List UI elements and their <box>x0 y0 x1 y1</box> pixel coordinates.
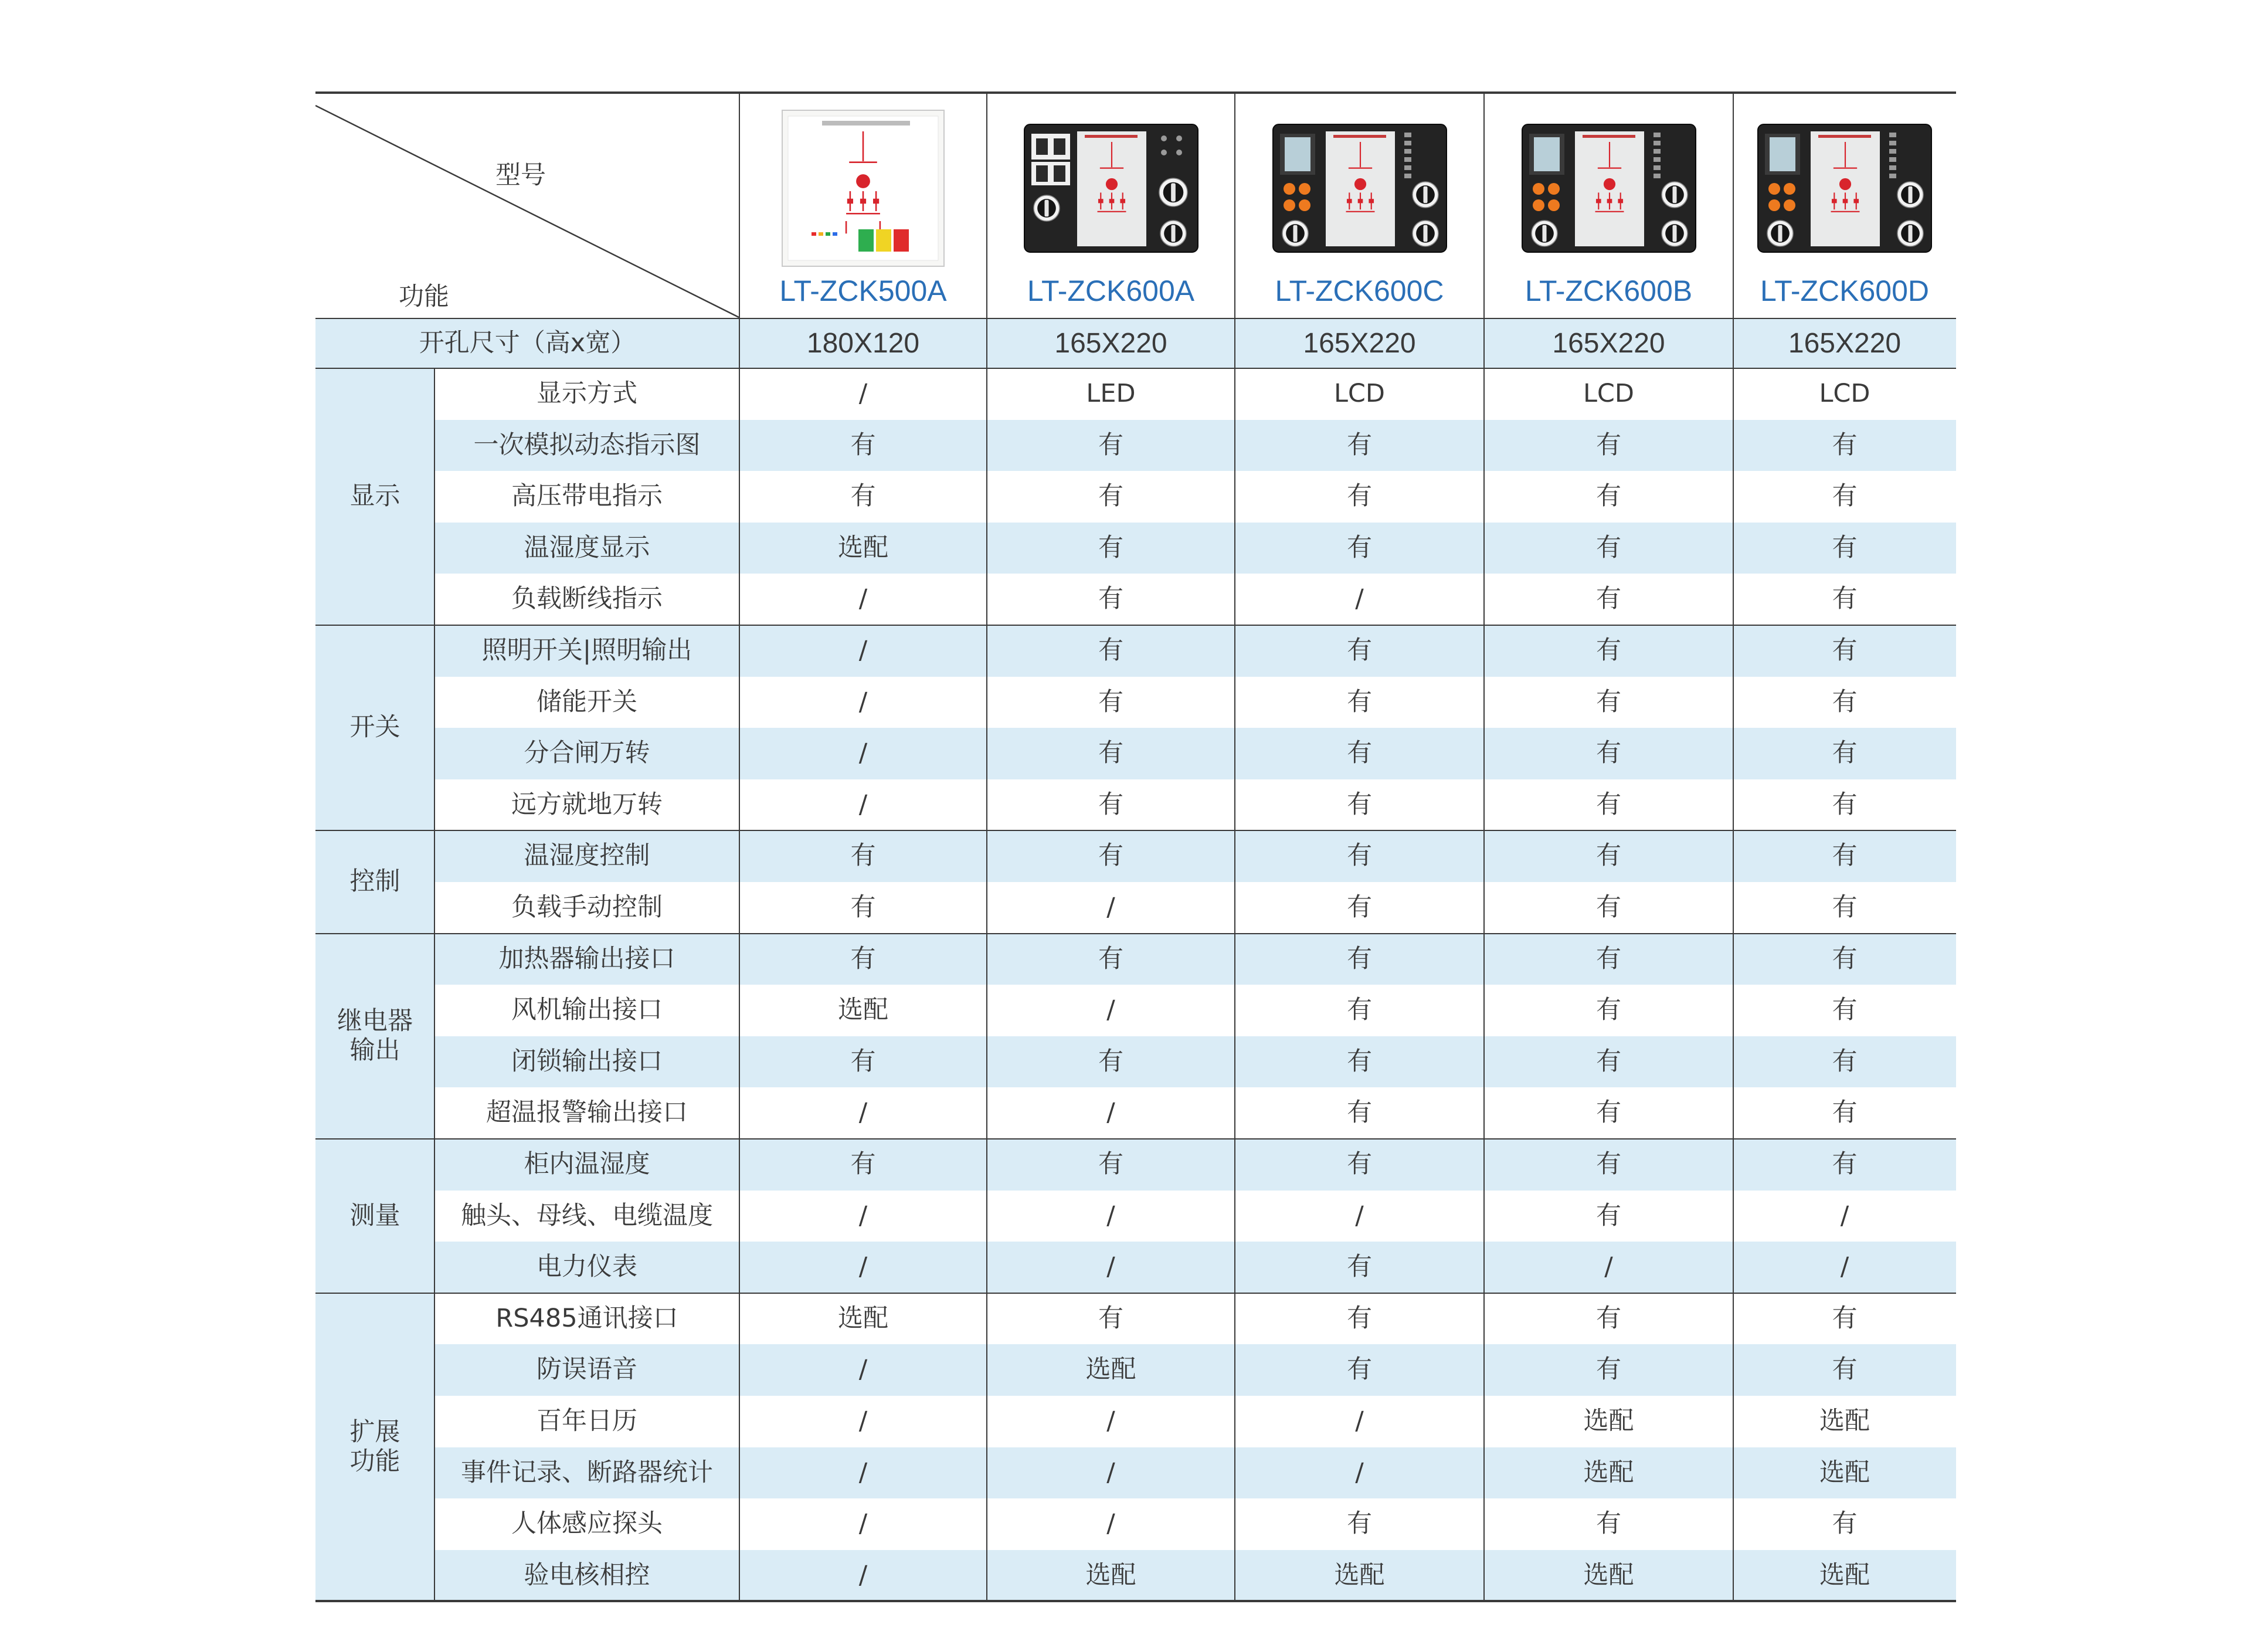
group-label <box>315 368 434 625</box>
size-value: 165X220 <box>1303 327 1416 359</box>
col-divider <box>1234 93 1235 1601</box>
feature-value: / <box>858 1560 868 1590</box>
table-top-rule <box>315 91 1956 94</box>
group-rule <box>315 1293 1956 1294</box>
feature-label: RS485通讯接口 <box>495 1303 678 1333</box>
feature-value: 有 <box>1596 893 1621 923</box>
feature-value: 有 <box>1098 944 1123 974</box>
feature-value: / <box>1840 1200 1849 1230</box>
group-label-line: 显示 <box>349 481 400 511</box>
table-bottom-rule <box>315 1600 1956 1602</box>
feature-value: 有 <box>1347 1303 1372 1333</box>
feature-value: 有 <box>850 1046 876 1076</box>
feature-value: 选配 <box>1085 1560 1136 1590</box>
feature-label: 储能开关 <box>537 687 637 717</box>
feature-value: / <box>858 1509 868 1539</box>
feature-label: 柜内温湿度 <box>524 1149 650 1179</box>
feature-value: 有 <box>1347 789 1372 819</box>
feature-label: 人体感应探头 <box>511 1509 663 1539</box>
feature-label: 触头、母线、电缆温度 <box>461 1200 713 1230</box>
header-bottom-rule <box>315 318 1956 319</box>
group-label-line: 测量 <box>349 1200 400 1230</box>
feature-value: 有 <box>1596 1509 1621 1539</box>
size-value: 165X220 <box>1788 327 1902 359</box>
product-image <box>1757 123 1933 256</box>
feature-value: 有 <box>1596 1355 1621 1385</box>
product-image-drawing <box>1521 123 1697 253</box>
group-label-line: 功能 <box>349 1446 400 1476</box>
product-model-name: LT-ZCK600D <box>1760 274 1930 308</box>
group-label-line: 扩展 <box>349 1417 400 1447</box>
col-divider <box>1483 93 1485 1601</box>
feature-value: 有 <box>1347 687 1372 717</box>
col-divider <box>739 93 740 1601</box>
feature-label: 一次模拟动态指示图 <box>473 430 701 460</box>
feature-value: 有 <box>1832 789 1858 819</box>
product-image-drawing <box>781 109 945 267</box>
product-image-drawing <box>1023 123 1199 253</box>
feature-value: / <box>1106 1509 1115 1539</box>
feature-value: 有 <box>1832 584 1858 614</box>
feature-value: 有 <box>1347 1098 1372 1128</box>
feature-label: 分合闸万转 <box>524 738 650 768</box>
feature-value: / <box>1106 995 1115 1025</box>
size-value: 165X220 <box>1054 327 1167 359</box>
feature-label: 远方就地万转 <box>511 789 663 819</box>
feature-value: 有 <box>1098 789 1123 819</box>
product-image <box>1023 123 1199 256</box>
product-model-name: LT-ZCK600B <box>1525 274 1693 308</box>
feature-value: 有 <box>1832 944 1858 974</box>
feature-value: 有 <box>1596 738 1621 768</box>
feature-value: / <box>858 1406 868 1436</box>
group-rule <box>315 625 1956 626</box>
feature-value: 有 <box>1347 1355 1372 1385</box>
group-label <box>315 1139 434 1293</box>
feature-value: 有 <box>1832 1046 1858 1076</box>
group-label-line: 继电器 <box>337 1006 413 1036</box>
feature-value: 有 <box>1596 944 1621 974</box>
product-model-name: LT-ZCK600A <box>1027 274 1195 308</box>
feature-label: 百年日历 <box>537 1406 637 1436</box>
group-label-line: 开关 <box>349 713 400 742</box>
feature-value: 有 <box>1596 584 1621 614</box>
feature-value: / <box>1106 1252 1115 1282</box>
feature-value: / <box>858 1252 868 1282</box>
feature-value: 有 <box>1098 1046 1123 1076</box>
feature-value: 有 <box>1596 1098 1621 1128</box>
feature-value: 有 <box>1596 1046 1621 1076</box>
feature-value: / <box>1106 1406 1115 1436</box>
header-function-label: 功能 <box>399 282 449 312</box>
feature-value: 选配 <box>1583 1457 1634 1487</box>
feature-value: LED <box>1086 379 1136 409</box>
feature-value: 有 <box>1347 1046 1372 1076</box>
feature-value: 有 <box>1832 636 1858 666</box>
feature-value: 有 <box>1347 841 1372 871</box>
feature-value: / <box>858 636 868 666</box>
group-label <box>315 1293 434 1602</box>
group-label-line: 控制 <box>349 867 400 897</box>
feature-label: 验电核相控 <box>524 1560 650 1590</box>
feature-value: 有 <box>850 481 876 511</box>
feature-value: 有 <box>1832 430 1858 460</box>
feature-value: 有 <box>850 944 876 974</box>
feature-value: 有 <box>1596 687 1621 717</box>
feature-label: 加热器输出接口 <box>498 944 675 974</box>
feature-value: 选配 <box>1583 1406 1634 1436</box>
feature-label: 超温报警输出接口 <box>486 1098 688 1128</box>
feature-value: 选配 <box>1819 1406 1870 1436</box>
feature-value: 有 <box>1832 481 1858 511</box>
feature-value: 选配 <box>1819 1457 1870 1487</box>
group-label <box>315 830 434 933</box>
header-type-label: 型号 <box>495 161 546 191</box>
feature-value: 有 <box>1596 481 1621 511</box>
group-label <box>315 934 434 1139</box>
feature-value: 有 <box>1596 430 1621 460</box>
feature-value: 有 <box>1596 995 1621 1025</box>
feature-value: / <box>858 687 868 717</box>
group-rule <box>315 830 1956 831</box>
feature-label: 温湿度显示 <box>524 533 650 562</box>
feature-value: / <box>1106 1457 1115 1487</box>
feature-value: 有 <box>1832 738 1858 768</box>
group-label-line: 输出 <box>349 1035 400 1065</box>
feature-value: / <box>1355 1406 1364 1436</box>
feature-value: 有 <box>1098 533 1123 562</box>
feature-value: 有 <box>850 841 876 871</box>
feature-value: 有 <box>1832 995 1858 1025</box>
feature-value: 选配 <box>838 533 888 562</box>
feature-value: 有 <box>1347 481 1372 511</box>
feature-value: 有 <box>1098 1149 1123 1179</box>
feature-value: LCD <box>1583 379 1635 409</box>
product-model-name: LT-ZCK500A <box>779 274 947 308</box>
group-rule <box>315 1138 1956 1140</box>
feature-value: 有 <box>1098 481 1123 511</box>
feature-value: 有 <box>1347 944 1372 974</box>
feature-value: 有 <box>1347 738 1372 768</box>
feature-value: / <box>858 738 868 768</box>
group-rule <box>315 933 1956 934</box>
feature-value: 选配 <box>838 1303 888 1333</box>
feature-value: / <box>1604 1252 1613 1282</box>
feature-value: / <box>858 1098 868 1128</box>
product-image-drawing <box>1757 123 1933 253</box>
col-divider <box>1733 93 1734 1601</box>
feature-value: 有 <box>1347 430 1372 460</box>
feature-label: 温湿度控制 <box>524 841 650 871</box>
col-divider <box>986 93 987 1601</box>
feature-value: 有 <box>850 893 876 923</box>
feature-label: 负载断线指示 <box>511 584 663 614</box>
size-row-label: 开孔尺寸（高x宽） <box>419 328 636 358</box>
feature-value: 有 <box>1347 636 1372 666</box>
product-model-name: LT-ZCK600C <box>1275 274 1444 308</box>
feature-value: LCD <box>1819 379 1870 409</box>
feature-value: / <box>858 1457 868 1487</box>
feature-value: 有 <box>1098 687 1123 717</box>
feature-value: 有 <box>1098 430 1123 460</box>
feature-value: 有 <box>1098 636 1123 666</box>
feature-value: / <box>858 379 868 409</box>
size-row-bottom-rule <box>315 368 1956 369</box>
feature-value: / <box>1355 1457 1364 1487</box>
feature-label: 防误语音 <box>537 1355 637 1385</box>
product-image-drawing <box>1272 123 1448 253</box>
feature-value: 有 <box>1832 687 1858 717</box>
feature-value: / <box>1106 1200 1115 1230</box>
feature-value: 有 <box>1347 1252 1372 1282</box>
feature-label: 电力仪表 <box>537 1252 637 1282</box>
feature-value: 有 <box>1832 1303 1858 1333</box>
feature-value: 有 <box>1832 1355 1858 1385</box>
size-value: 165X220 <box>1552 327 1665 359</box>
group-label <box>315 625 434 830</box>
feature-value: / <box>858 1200 868 1230</box>
feature-value: 选配 <box>1085 1355 1136 1385</box>
feature-value: 有 <box>1832 1098 1858 1128</box>
feature-value: / <box>1355 1200 1364 1230</box>
feature-label: 显示方式 <box>537 379 637 409</box>
feature-value: 选配 <box>1583 1560 1634 1590</box>
feature-value: 有 <box>1347 1509 1372 1539</box>
feature-value: 选配 <box>838 995 888 1025</box>
product-image <box>1272 123 1448 256</box>
product-image <box>781 109 945 270</box>
feature-label: 风机输出接口 <box>511 995 663 1025</box>
feature-value: 有 <box>1832 533 1858 562</box>
feature-value: 有 <box>1832 841 1858 871</box>
feature-value: 有 <box>1347 995 1372 1025</box>
comparison-table <box>315 0 1956 1638</box>
feature-value: 有 <box>850 430 876 460</box>
size-value: 180X120 <box>806 327 920 359</box>
col-divider-group <box>434 368 435 1601</box>
feature-value: 选配 <box>1819 1560 1870 1590</box>
feature-value: / <box>858 789 868 819</box>
feature-value: / <box>858 1355 868 1385</box>
feature-value: / <box>1106 1098 1115 1128</box>
feature-value: / <box>858 584 868 614</box>
feature-value: 有 <box>1596 1303 1621 1333</box>
feature-value: 有 <box>1098 584 1123 614</box>
feature-value: 有 <box>1596 533 1621 562</box>
product-image <box>1521 123 1697 256</box>
feature-value: 有 <box>1596 789 1621 819</box>
feature-label: 闭锁输出接口 <box>511 1046 663 1076</box>
feature-value: 有 <box>1098 1303 1123 1333</box>
feature-value: / <box>1840 1252 1849 1282</box>
feature-value: 选配 <box>1334 1560 1385 1590</box>
feature-value: / <box>1355 584 1364 614</box>
feature-value: / <box>1106 893 1115 923</box>
feature-value: LCD <box>1333 379 1386 409</box>
feature-value: 有 <box>1832 1149 1858 1179</box>
feature-label: 照明开关|照明输出 <box>481 636 692 666</box>
feature-value: 有 <box>1596 841 1621 871</box>
feature-value: 有 <box>850 1149 876 1179</box>
feature-value: 有 <box>1098 738 1123 768</box>
feature-label: 负载手动控制 <box>511 893 663 923</box>
feature-value: 有 <box>1347 893 1372 923</box>
feature-label: 事件记录、断路器统计 <box>461 1457 713 1487</box>
feature-value: 有 <box>1098 841 1123 871</box>
feature-value: 有 <box>1596 1149 1621 1179</box>
feature-value: 有 <box>1832 893 1858 923</box>
feature-value: 有 <box>1596 1200 1621 1230</box>
feature-value: 有 <box>1347 533 1372 562</box>
feature-value: 有 <box>1596 636 1621 666</box>
feature-value: 有 <box>1347 1149 1372 1179</box>
feature-value: 有 <box>1832 1509 1858 1539</box>
feature-label: 高压带电指示 <box>511 481 663 511</box>
